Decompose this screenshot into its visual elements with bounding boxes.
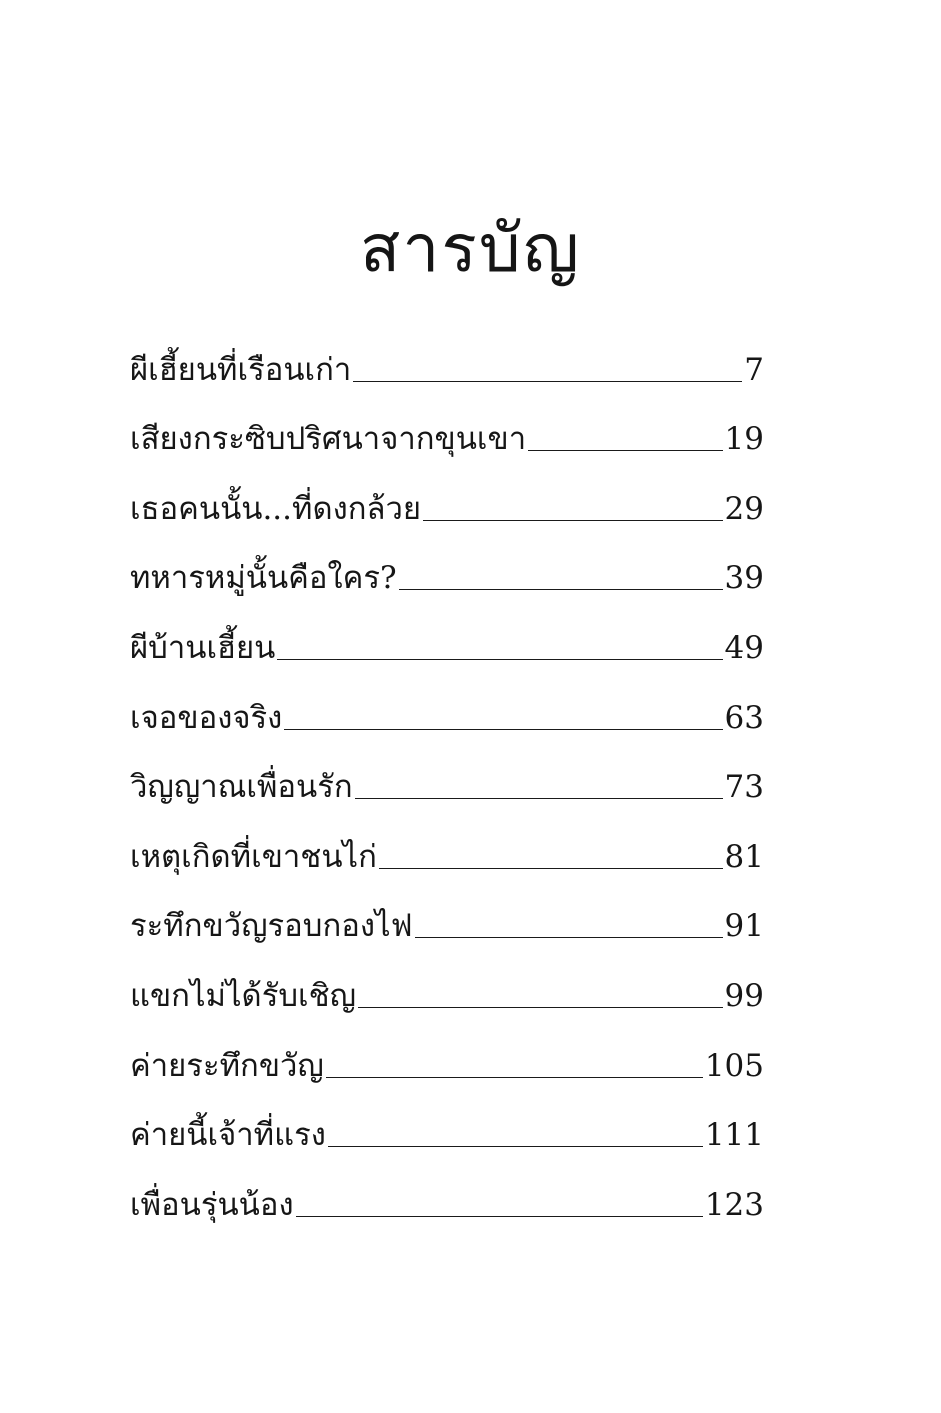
- toc-entry-page: 19: [724, 421, 764, 458]
- toc-entry-title: เพื่อนรุ่นน้อง: [130, 1186, 294, 1223]
- toc-entry-title: ค่ายนี้เจ้าที่แรง: [130, 1117, 326, 1154]
- toc-entry-page: 73: [724, 769, 764, 806]
- toc-leader-line: [399, 589, 723, 590]
- toc-entry-title: ค่ายระทึกขวัญ: [130, 1047, 324, 1084]
- toc-entry-page: 63: [724, 699, 764, 736]
- toc-leader-line: [328, 1146, 703, 1147]
- toc-leader-line: [277, 659, 722, 660]
- toc-entry: [130, 469, 764, 539]
- toc-entry-title: เสียงกระซิบปริศนาจากขุนเขา: [130, 421, 527, 458]
- toc-entry-page: 39: [724, 560, 764, 597]
- toc-entry: [130, 539, 764, 609]
- toc-leader-line: [423, 520, 722, 521]
- toc-entry-page: 99: [724, 977, 764, 1014]
- toc-leader-line: [353, 381, 742, 382]
- toc-entry-page: 123: [704, 1186, 764, 1223]
- toc-leader-line: [284, 729, 722, 730]
- toc-leader-line: [355, 798, 723, 799]
- toc-entry-title: ผีบ้านเฮี้ยน: [130, 629, 276, 666]
- toc-entry-page: 29: [724, 490, 764, 527]
- toc-entry: [130, 1165, 764, 1235]
- toc-entry-title: เธอคนนั้น...ที่ดงกล้วย: [130, 490, 422, 527]
- toc-entry-page: 111: [704, 1117, 764, 1154]
- toc-entry-page: 91: [724, 908, 764, 945]
- toc-entry-title: วิญญาณเพื่อนรัก: [130, 769, 353, 806]
- toc-leader-line: [528, 450, 722, 451]
- toc-leader-line: [415, 937, 723, 938]
- toc-entry: [130, 1096, 764, 1166]
- toc-entry: [130, 817, 764, 887]
- toc-entry: [130, 887, 764, 957]
- toc-leader-line: [358, 1007, 722, 1008]
- toc-entry-title: เหตุเกิดที่เขาชนไก่: [130, 838, 377, 875]
- toc-entry: [130, 678, 764, 748]
- toc-leader-line: [379, 868, 723, 869]
- toc-leader-line: [296, 1216, 703, 1217]
- toc-entry-title: แขกไม่ได้รับเชิญ: [130, 977, 357, 1014]
- toc-entry-page: 81: [724, 838, 764, 875]
- toc-entry-title: ผีเฮี้ยนที่เรือนเก่า: [130, 351, 352, 388]
- toc-leader-line: [326, 1077, 703, 1078]
- toc-entry-page: 7: [744, 351, 764, 388]
- toc-entry-title: เจอของจริง: [130, 699, 283, 736]
- toc-entry: [130, 956, 764, 1026]
- toc-entry-title: ทหารหมู่นั้นคือใคร?: [130, 560, 397, 597]
- toc-entry-title: ระทึกขวัญรอบกองไฟ: [130, 908, 413, 945]
- toc-entry-page: 105: [704, 1047, 764, 1084]
- table-of-contents: [130, 330, 764, 1235]
- toc-entry: [130, 748, 764, 818]
- page-title: สารบัญ: [360, 210, 581, 288]
- toc-entry: [130, 608, 764, 678]
- toc-entry-page: 49: [724, 629, 764, 666]
- toc-entry: [130, 330, 764, 400]
- toc-entry: [130, 1026, 764, 1096]
- toc-entry: [130, 400, 764, 470]
